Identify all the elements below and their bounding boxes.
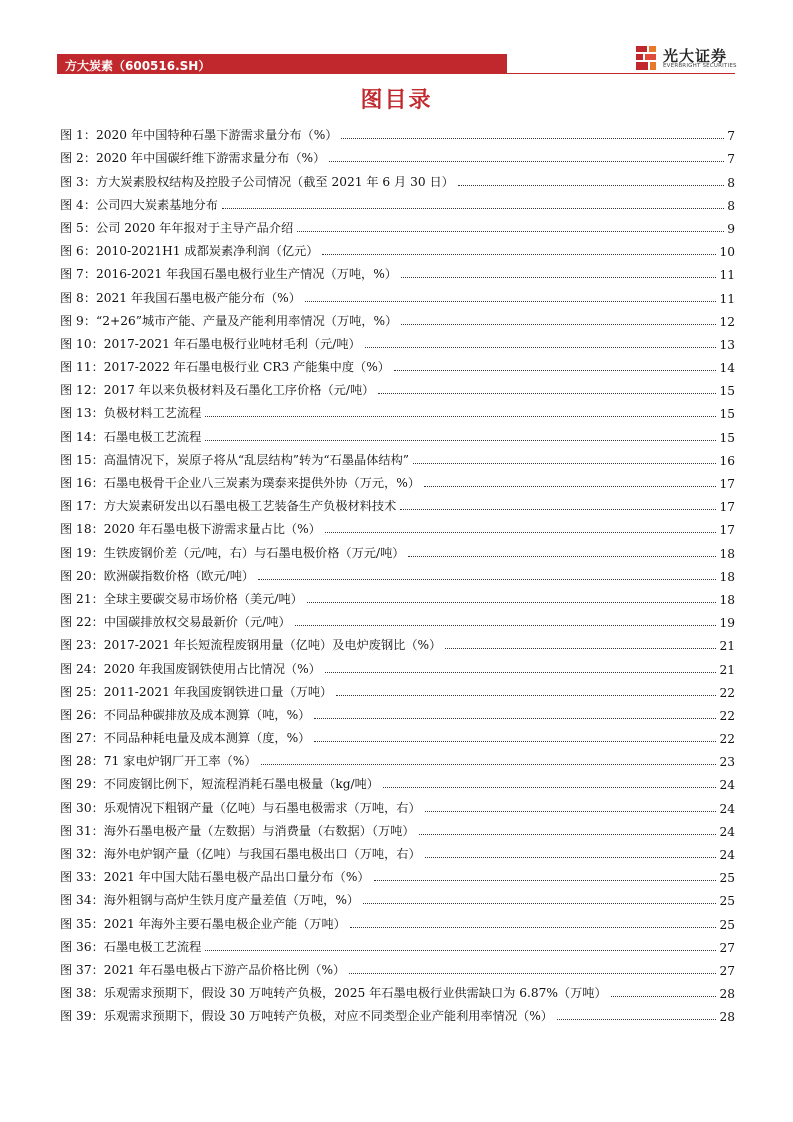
- toc-entry-page: 15: [719, 430, 735, 445]
- toc-entry[interactable]: [60, 607, 735, 630]
- toc-entry[interactable]: [60, 839, 735, 862]
- toc-entry[interactable]: [60, 375, 735, 398]
- toc-entry-page: 8: [727, 175, 735, 190]
- toc-entry[interactable]: [60, 955, 735, 978]
- header-bar: [57, 54, 507, 74]
- toc-entry-label: 图 24：2020 年我国废钢铁使用占比情况（%）: [60, 661, 321, 676]
- toc-dot-leader: [314, 718, 716, 719]
- toc-dot-leader: [222, 208, 724, 209]
- toc-entry-page: 16: [719, 453, 735, 468]
- toc-entry-page: 25: [719, 917, 735, 932]
- header-divider: [507, 73, 735, 74]
- toc-entry-page: 17: [719, 523, 735, 538]
- toc-entry-label: 图 23：2017-2021 年长短流程废钢用量（亿吨）及电炉废钢比（%）: [60, 638, 442, 653]
- toc-entry-label: 图 38：乐观需求预期下，假设 30 万吨转产负极，2025 年石墨电极行业供需缺口为 6.87%（万吨）: [60, 986, 607, 1001]
- toc-dot-leader: [297, 231, 724, 232]
- toc-entry-label: 图 19：生铁废钢价差（元/吨，右）与石墨电极价格（万元/吨）: [60, 545, 405, 560]
- toc-entry-page: 25: [719, 894, 735, 909]
- toc-dot-leader: [408, 556, 716, 557]
- toc-entry-label: 图 29：不同废钢比例下，短流程消耗石墨电极量（kg/吨）: [60, 777, 379, 792]
- toc-entry-page: 27: [719, 963, 735, 978]
- toc-dot-leader: [341, 138, 724, 139]
- toc-entry[interactable]: [60, 421, 735, 444]
- toc-entry-page: 23: [719, 755, 735, 770]
- toc-entry-page: 7: [727, 152, 735, 167]
- toc-entry-page: 22: [719, 685, 735, 700]
- toc-entry[interactable]: [60, 561, 735, 584]
- company-ticker: 方大炭素（600516.SH）: [65, 59, 211, 73]
- toc-entry-page: 19: [719, 616, 735, 631]
- toc-entry-page: 22: [719, 708, 735, 723]
- toc-entry-page: 15: [719, 407, 735, 422]
- toc-entry[interactable]: [60, 143, 735, 166]
- toc-dot-leader: [419, 834, 717, 835]
- page-title: 图目录: [360, 88, 433, 113]
- toc-entry[interactable]: [60, 537, 735, 560]
- toc-entry[interactable]: [60, 236, 735, 259]
- toc-entry-page: 22: [719, 732, 735, 747]
- toc-dot-leader: [363, 903, 716, 904]
- toc-entry-label: 图 8：2021 年我国石墨电极产能分布（%）: [60, 290, 301, 305]
- toc-entry-label: 图 26：不同品种碳排放及成本测算（吨，%）: [60, 707, 311, 722]
- toc-dot-leader: [307, 602, 717, 603]
- toc-dot-leader: [383, 787, 716, 788]
- toc-entry-label: 图 25：2011-2021 年我国废钢铁进口量（万吨）: [60, 684, 333, 699]
- toc-entry-page: 18: [719, 546, 735, 561]
- toc-entry[interactable]: [60, 166, 735, 189]
- toc-entry-page: 7: [727, 129, 735, 144]
- toc-dot-leader: [314, 741, 716, 742]
- toc-dot-leader: [261, 764, 717, 765]
- toc-entry[interactable]: [60, 885, 735, 908]
- everbright-logo-icon: [634, 44, 658, 72]
- toc-entry-label: 图 34：海外粗钢与高炉生铁月度产量差值（万吨，%）: [60, 893, 360, 908]
- toc-entry[interactable]: [60, 769, 735, 792]
- toc-entry-label: 图 17：方大炭素研发出以石墨电极工艺装备生产负极材料技术: [60, 499, 397, 514]
- toc-entry[interactable]: [60, 630, 735, 653]
- toc-entry-label: 图 13：负极材料工艺流程: [60, 406, 202, 421]
- toc-entry-label: 图 39：乐观需求预期下，假设 30 万吨转产负极，对应不同类型企业产能利用率情况（%）: [60, 1009, 553, 1024]
- toc-entry[interactable]: [60, 259, 735, 282]
- toc-entry-label: 图 21：全球主要碳交易市场价格（美元/吨）: [60, 591, 303, 606]
- toc-entry-label: 图 32：海外电炉钢产量（亿吨）与我国石墨电极出口（万吨，右）: [60, 847, 421, 861]
- toc-entry[interactable]: [60, 190, 735, 213]
- toc-entry-label: 图 9：“2+26”城市产能、产量及产能利用率情况（万吨，%）: [60, 313, 398, 328]
- toc-entry-page: 28: [719, 987, 735, 1002]
- toc-entry[interactable]: [60, 213, 735, 236]
- toc-dot-leader: [336, 695, 716, 696]
- toc-entry[interactable]: [60, 653, 735, 676]
- toc-entry-label: 图 15：高温情况下，炭原子将从“乱层结构”转为“石墨晶体结构”: [60, 452, 409, 467]
- toc-entry[interactable]: [60, 792, 735, 815]
- toc-entry[interactable]: [60, 491, 735, 514]
- toc-entry-label: 图 4：公司四大炭素基地分布: [60, 197, 218, 212]
- toc-entry-label: 图 37：2021 年石墨电极占下游产品价格比例（%）: [60, 962, 346, 977]
- toc-entry-page: 21: [719, 639, 735, 654]
- toc-entry-label: 图 27：不同品种耗电量及成本测算（度，%）: [60, 731, 311, 746]
- toc-dot-leader: [325, 532, 717, 533]
- toc-entry-page: 10: [719, 245, 735, 260]
- toc-dot-leader: [401, 277, 717, 278]
- toc-entry-label: 图 1：2020 年中国特种石墨下游需求量分布（%）: [60, 128, 338, 143]
- toc-entry-page: 12: [719, 314, 735, 329]
- toc-entry[interactable]: [60, 978, 735, 1001]
- toc-dot-leader: [365, 347, 717, 348]
- toc-entry[interactable]: [60, 908, 735, 931]
- toc-dot-leader: [394, 370, 716, 371]
- toc-entry[interactable]: [60, 468, 735, 491]
- toc-dot-leader: [205, 950, 716, 951]
- toc-entry-label: 图 16：石墨电极骨干企业八三炭素为璞泰来提供外协（万元，%）: [60, 476, 421, 490]
- toc-dot-leader: [424, 486, 716, 487]
- toc-entry-label: 图 20：欧洲碳指数价格（欧元/吨）: [60, 568, 255, 583]
- brand-name-en: EVERBRIGHT SECURITIES: [663, 63, 737, 69]
- toc-entry-label: 图 36：石墨电极工艺流程: [60, 939, 202, 954]
- toc-entry-label: 图 6：2010-2021H1 成都炭素净利润（亿元）: [60, 244, 319, 259]
- toc-dot-leader: [425, 811, 717, 812]
- toc-entry[interactable]: [60, 306, 735, 329]
- toc-entry-page: 27: [719, 940, 735, 955]
- toc-dot-leader: [400, 509, 716, 510]
- toc-entry-label: 图 35：2021 年海外主要石墨电极企业产能（万吨）: [60, 916, 346, 931]
- toc-entry-label: 图 10：2017-2021 年石墨电极行业吨材毛利（元/吨）: [60, 336, 361, 351]
- toc-entry-label: 图 14：石墨电极工艺流程: [60, 429, 202, 444]
- toc-entry[interactable]: [60, 862, 735, 885]
- brand-name-cn: 光大证券: [663, 47, 728, 65]
- toc-entry-page: 11: [719, 268, 735, 283]
- toc-entry[interactable]: [60, 329, 735, 352]
- toc-entry-page: 11: [719, 291, 735, 306]
- toc-dot-leader: [322, 254, 716, 255]
- toc-dot-leader: [258, 579, 716, 580]
- toc-entry-label: 图 5：公司 2020 年年报对于主导产品介绍: [60, 220, 294, 235]
- toc-entry[interactable]: [60, 746, 735, 769]
- toc-entry-page: 18: [719, 592, 735, 607]
- toc-entry[interactable]: [60, 352, 735, 375]
- toc-entry[interactable]: [60, 1001, 735, 1024]
- toc-dot-leader: [445, 648, 716, 649]
- toc-entry[interactable]: [60, 677, 735, 700]
- toc-entry-page: 21: [719, 662, 735, 677]
- toc-dot-leader: [205, 416, 716, 417]
- toc-dot-leader: [401, 324, 716, 325]
- toc-entry-label: 图 3：方大炭素股权结构及控股子公司情况（截至 2021 年 6 月 30 日）: [60, 174, 454, 189]
- toc-entry-page: 24: [719, 848, 735, 862]
- toc-entry-page: 17: [719, 477, 735, 491]
- toc-entry-label: 图 28：71 家电炉钢厂开工率（%）: [60, 754, 257, 769]
- toc-entry-label: 图 22：中国碳排放权交易最新价（元/吨）: [60, 615, 291, 630]
- toc-entry[interactable]: [60, 932, 735, 955]
- toc-entry[interactable]: [60, 584, 735, 607]
- toc-dot-leader: [413, 463, 716, 464]
- toc-entry-label: 图 18：2020 年石墨电极下游需求量占比（%）: [60, 522, 321, 537]
- toc-entry[interactable]: [60, 120, 735, 143]
- toc-dot-leader: [349, 973, 716, 974]
- toc-entry-label: 图 31：海外石墨电极产量（左数据）与消费量（右数据）（万吨）: [60, 823, 415, 838]
- toc-entry-page: 8: [727, 198, 735, 213]
- toc-entry-label: 图 11：2017-2022 年石墨电极行业 CR3 产能集中度（%）: [60, 360, 390, 375]
- toc-entry-label: 图 30：乐观情况下粗钢产量（亿吨）与石墨电极需求（万吨，右）: [60, 800, 421, 815]
- toc-entry-page: 17: [719, 500, 735, 515]
- toc-entry-page: 18: [719, 569, 735, 584]
- toc-entry-page: 28: [719, 1010, 735, 1025]
- toc-entry-page: 9: [727, 221, 735, 236]
- brand-logo: [634, 44, 738, 72]
- toc-entry-label: 图 7：2016-2021 年我国石墨电极行业生产情况（万吨，%）: [60, 267, 397, 282]
- toc-dot-leader: [557, 1019, 717, 1020]
- toc-dot-leader: [425, 857, 717, 858]
- toc-entry[interactable]: [60, 445, 735, 468]
- toc-dot-leader: [611, 996, 717, 997]
- toc-entry-page: 24: [719, 778, 735, 793]
- toc-entry-page: 24: [719, 824, 735, 839]
- figure-list: [60, 120, 735, 1024]
- toc-dot-leader: [295, 625, 717, 626]
- toc-entry[interactable]: [60, 700, 735, 723]
- toc-dot-leader: [458, 185, 724, 186]
- toc-entry[interactable]: [60, 282, 735, 305]
- toc-entry-page: 13: [719, 337, 735, 352]
- toc-entry[interactable]: [60, 816, 735, 839]
- toc-entry[interactable]: [60, 723, 735, 746]
- toc-entry-label: 图 33：2021 年中国大陆石墨电极产品出口量分布（%）: [60, 870, 370, 885]
- toc-dot-leader: [374, 880, 717, 881]
- toc-entry-page: 15: [719, 384, 735, 399]
- toc-dot-leader: [205, 440, 716, 441]
- toc-entry-label: 图 12：2017 年以来负极材料及石墨化工序价格（元/吨）: [60, 383, 375, 398]
- toc-entry[interactable]: [60, 398, 735, 421]
- toc-entry-page: 24: [719, 801, 735, 816]
- toc-dot-leader: [329, 161, 724, 162]
- toc-dot-leader: [325, 672, 717, 673]
- toc-entry-page: 14: [719, 361, 735, 376]
- toc-dot-leader: [378, 393, 716, 394]
- toc-entry-label: 图 2：2020 年中国碳纤维下游需求量分布（%）: [60, 151, 326, 166]
- toc-dot-leader: [305, 301, 717, 302]
- toc-dot-leader: [350, 927, 717, 928]
- toc-entry[interactable]: [60, 514, 735, 537]
- toc-entry-page: 25: [719, 871, 735, 886]
